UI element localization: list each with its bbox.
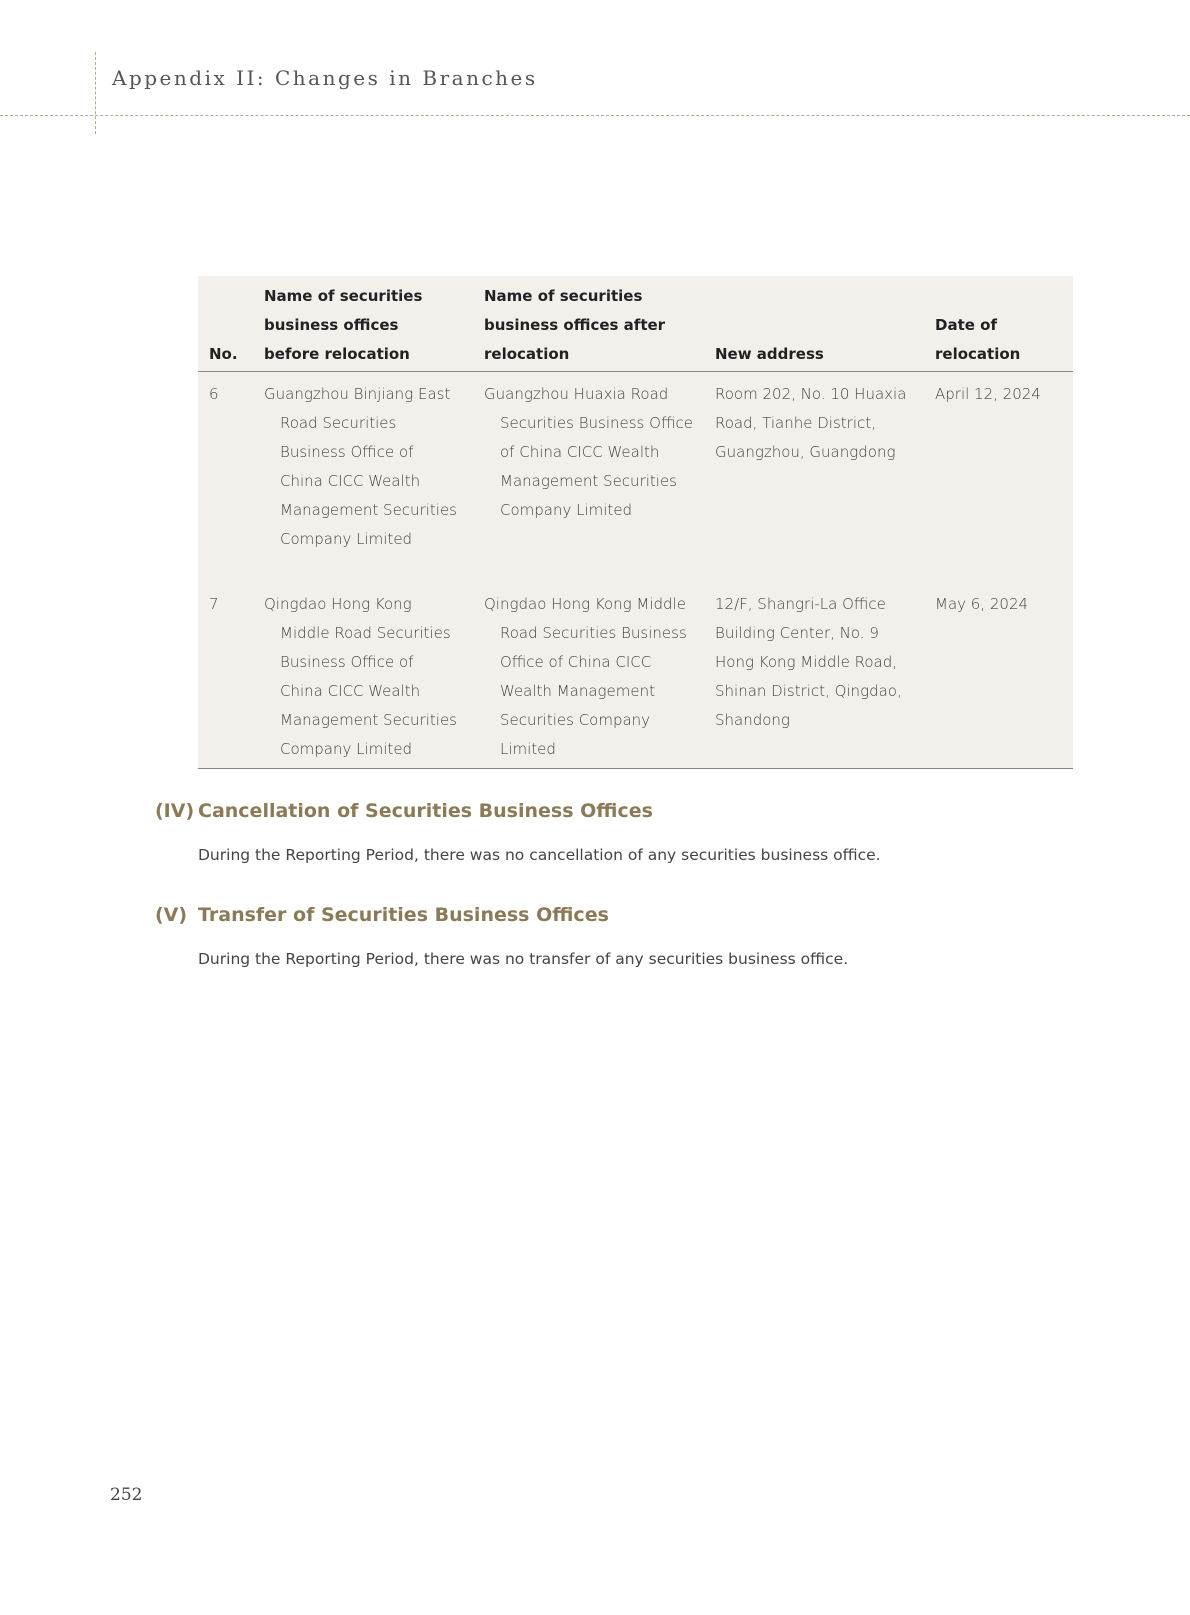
cell-after: Qingdao Hong Kong Middle Road Securities Business Office of China CICC Wealth Management Securities Company Limited <box>473 582 704 769</box>
cell-no: 6 <box>209 385 219 403</box>
section-text-transfer: During the Reporting Period, there was no transfer of any securities business office. <box>198 950 849 968</box>
cell-before: Qingdao Hong Kong Middle Road Securities Business Office of China CICC Wealth Management Securities Company Limited <box>253 582 473 769</box>
col-header-address: New address <box>704 276 924 372</box>
col-header-date: Date of relocation <box>924 276 1073 372</box>
section-heading-transfer <box>155 904 609 926</box>
cell-no: 7 <box>198 582 253 769</box>
table-header-row <box>198 276 1073 372</box>
section-number: (IV) <box>155 800 195 822</box>
header-horizontal-rule <box>0 115 1190 116</box>
cell-after: Guangzhou Huaxia Road Securities Business Office of China CICC Wealth Management Securities Company Limited <box>484 385 693 519</box>
section-heading-cancellation <box>155 800 653 822</box>
table-row <box>198 372 1073 583</box>
cell-before: Guangzhou Binjiang East Road Securities Business Office of China CICC Wealth Management Securities Company Limited <box>264 385 457 548</box>
col-header-no: No. <box>198 276 253 372</box>
cell-address: 12/F, Shangri-La Office Building Center, No. 9 Hong Kong Middle Road, Shinan District, Qingdao, Shandong <box>704 582 924 769</box>
running-title: Appendix II: Changes in Branches <box>112 66 538 90</box>
cell-date: May 6, 2024 <box>924 582 1073 769</box>
col-header-after: Name of securities business offices after relocation <box>473 276 704 372</box>
section-title: Cancellation of Securities Business Offices <box>198 800 653 822</box>
header-vertical-rule <box>95 52 96 134</box>
page-number: 252 <box>110 1485 143 1505</box>
col-header-before: Name of securities business offices before relocation <box>253 276 473 372</box>
section-number: (V) <box>155 904 188 926</box>
section-title: Transfer of Securities Business Offices <box>198 904 609 926</box>
relocation-table <box>198 276 1073 769</box>
table-row <box>198 582 1073 769</box>
cell-address: Room 202, No. 10 Huaxia Road, Tianhe District, Guangzhou, Guangdong <box>715 385 907 461</box>
cell-date: April 12, 2024 <box>935 385 1041 403</box>
section-text-cancellation: During the Reporting Period, there was no cancellation of any securities business office. <box>198 846 881 864</box>
